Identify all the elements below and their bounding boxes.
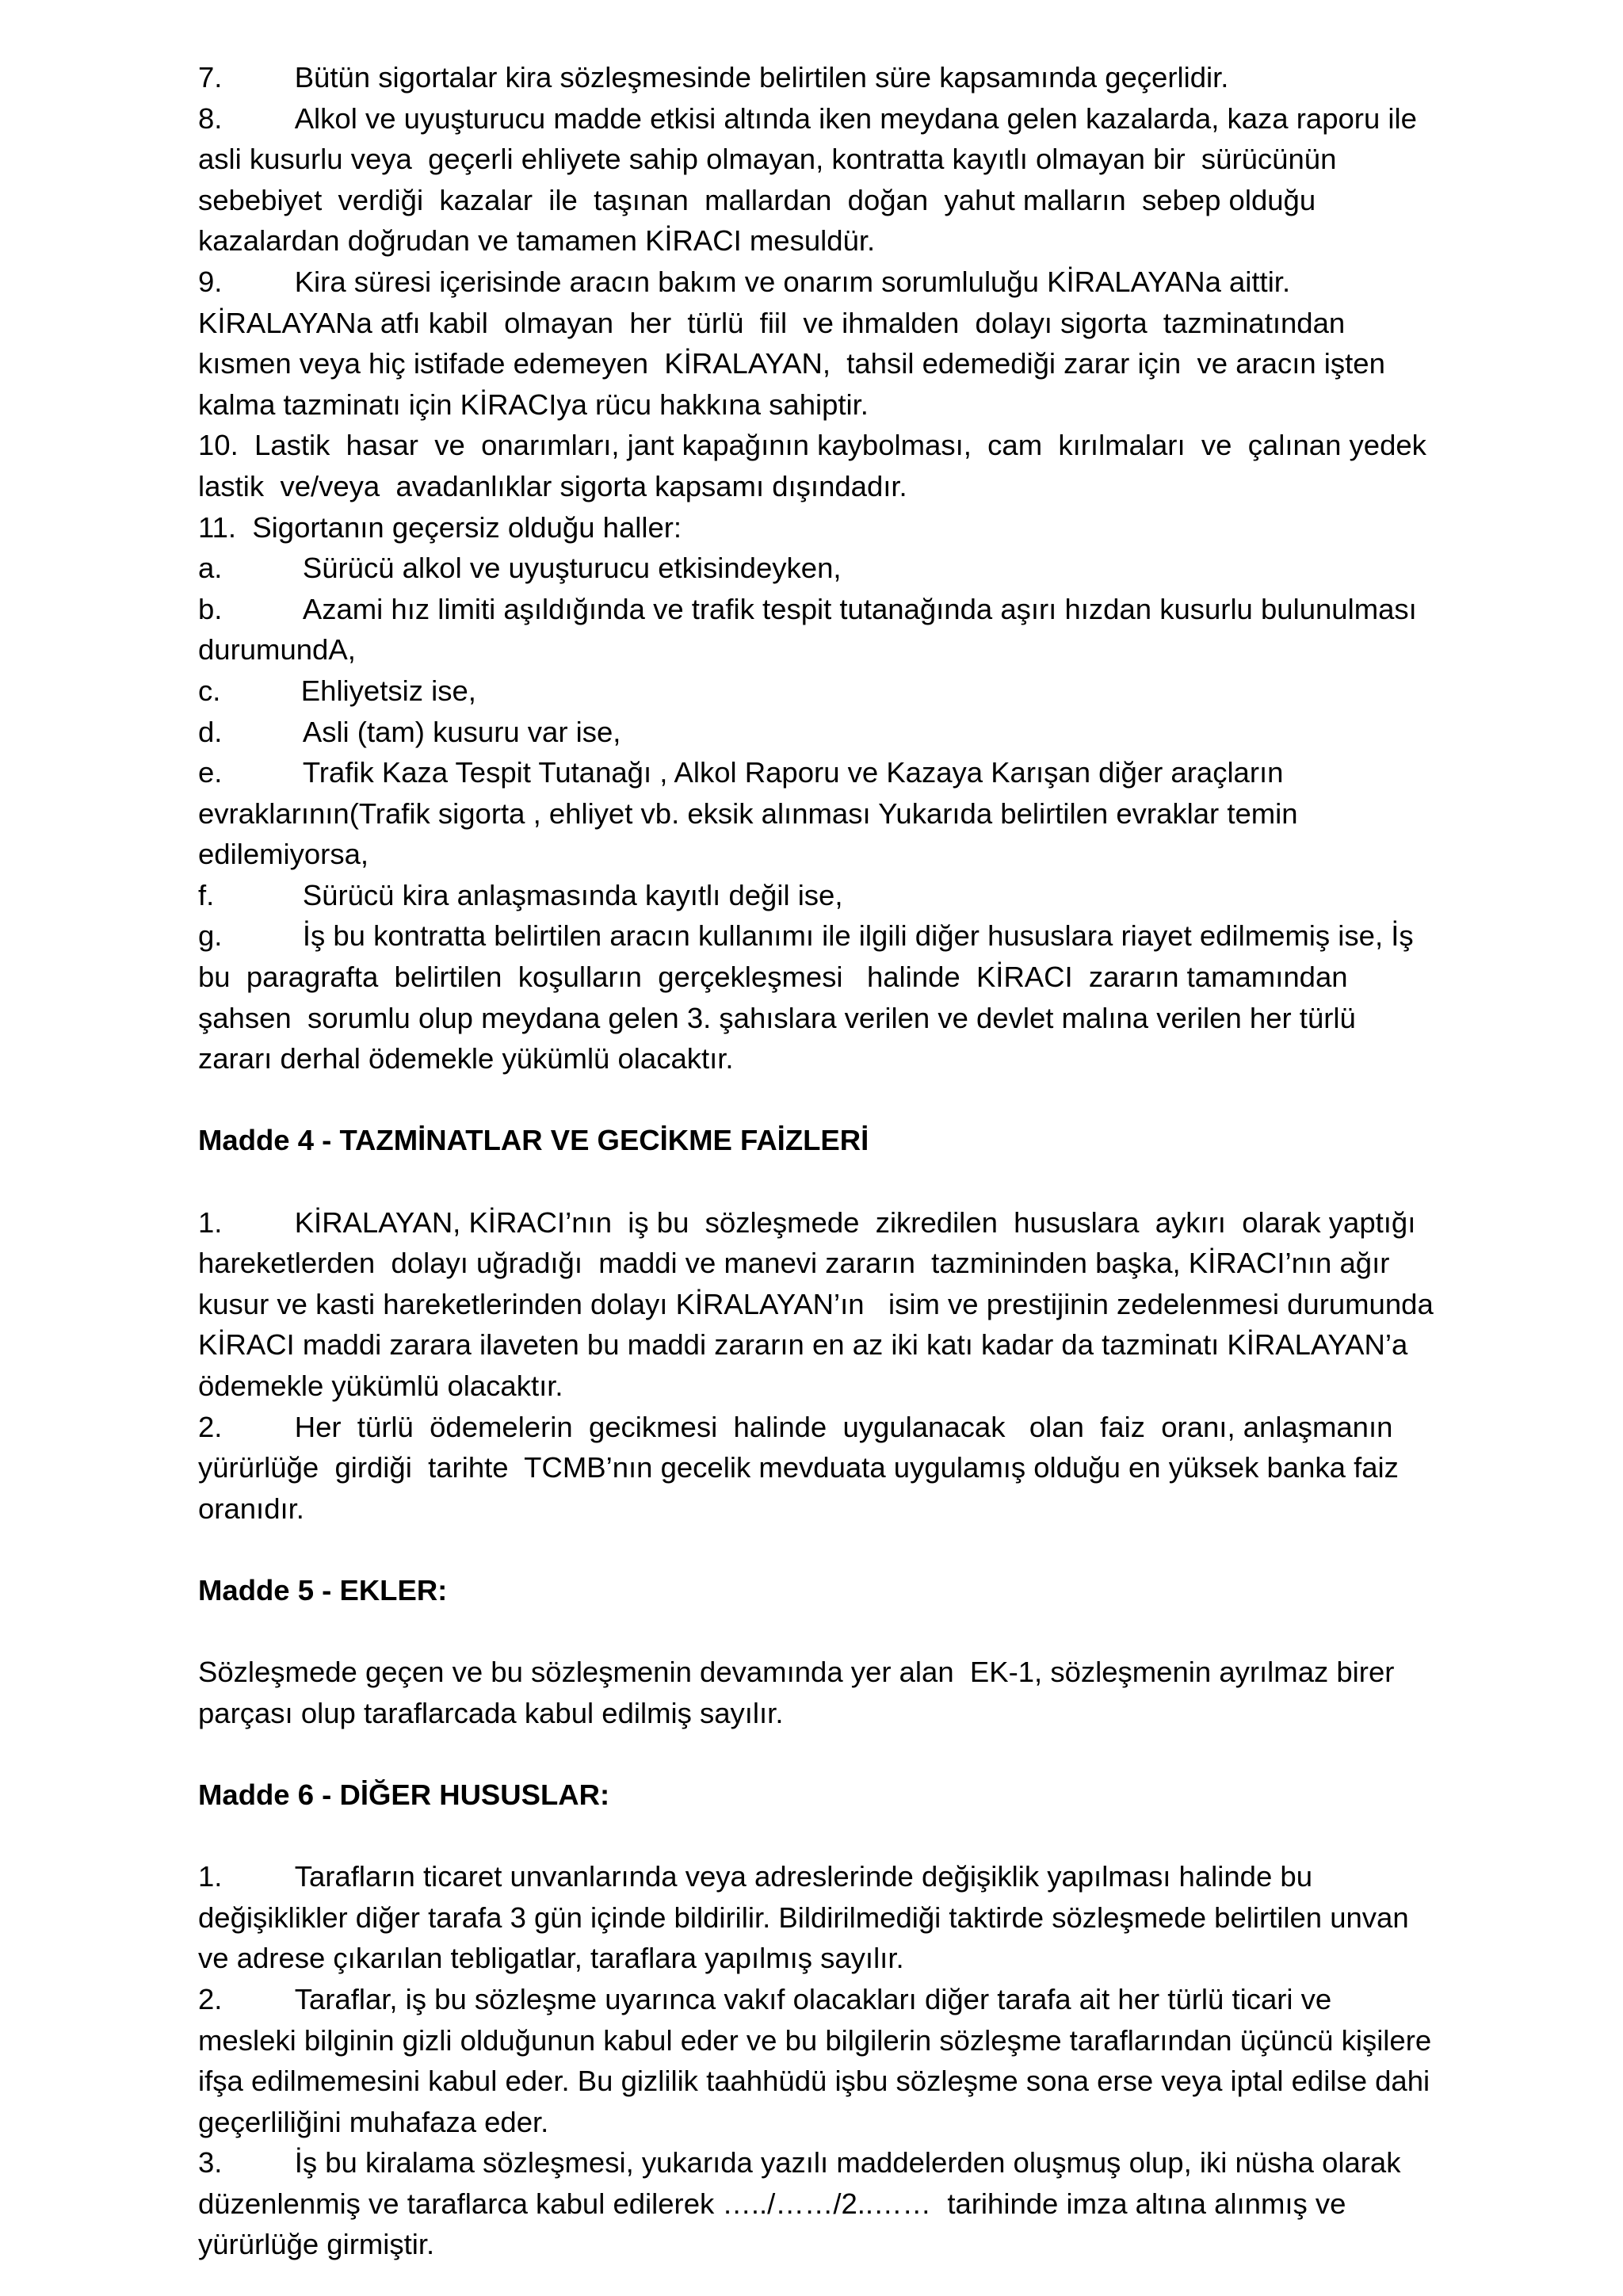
spacer [198, 1611, 1434, 1652]
madde-4-clause-2: 2. Her türlü ödemelerin gecikmesi halinde uygulanacak olan faiz oranı, anlaşmanın yürürlüğe girdiği tarihte TCMB’nın gecelik mevduata uygulamış olduğu en yüksek banka faiz oranıdır. [198, 1410, 1409, 1525]
spacer [198, 1161, 1434, 1202]
clause-11-item-f: f. Sürücü kira anlaşmasında kayıtlı değil ise, [198, 878, 843, 911]
section-heading-madde-4: Madde 4 - TAZMİNATLAR VE GECİKME FAİZLERİ [198, 1124, 869, 1157]
clause-8: 8. Alkol ve uyuşturucu madde etkisi altında iken meydana gelen kazalarda, kaza raporu ile asli kusurlu veya geçerli ehliyete sahip olmayan, kontratta kayıtlı olmayan bir sürücünün sebebiyet verdiği kazalar ile taşınan mallardan doğan yahut malların sebep olduğu kazalardan doğrudan ve tamamen KİRACI mesuldür. [198, 101, 1426, 258]
clause-11-item-b: b. Azami hız limiti aşıldığında ve trafik tespit tutanağında aşırı hızdan kusurlu bulunulması durumundA, [198, 592, 1425, 667]
clause-11-item-d: d. Asli (tam) kusuru var ise, [198, 715, 621, 748]
clause-11-item-e: e. Trafik Kaza Tespit Tutanağı , Alkol Raporu ve Kazaya Karışan diğer araçların evraklarının(Trafik sigorta , ehliyet vb. eksik alınması Yukarıda belirtilen evraklar temin edilemiyorsa, [198, 756, 1306, 871]
clause-11: 11. Sigortanın geçersiz olduğu haller: [198, 510, 682, 544]
madde-6-clause-2: 2. Taraflar, iş bu sözleşme uyarınca vakıf olacakları diğer tarafa ait her türlü ticari ve mesleki bilginin gizli olduğunun kabul eder ve bu bilgilerin sözleşme taraflarından üçüncü kişilere ifşa edilmemesini kabul eder. Bu gizlilik taahhüdü işbu sözleşme sona erse veya iptal edilse dahi geçerliliğini muhafaza eder. [198, 1982, 1440, 2138]
spacer [198, 1079, 1434, 1121]
document-page [198, 57, 1443, 2265]
clause-10: 10. Lastik hasar ve onarımları, jant kapağının kaybolması, cam kırılmaları ve çalınan yedek lastik ve/veya avadanlıklar sigorta kapsamı dışındadır. [198, 429, 1443, 502]
section-heading-madde-6: Madde 6 - DİĞER HUSUSLAR: [198, 1778, 610, 1811]
clause-11-item-c: c. Ehliyetsiz ise, [198, 674, 476, 707]
clause-11-item-a: a. Sürücü alkol ve uyuşturucu etkisindeyken, [198, 552, 842, 585]
spacer [198, 1733, 1434, 1775]
madde-4-clause-1: 1. KİRALAYAN, KİRACI’nın iş bu sözleşmede zikredilen hususlara aykırı olarak yaptığı hareketlerden dolayı uğradığı maddi ve manevi zararın tazmininden başka, KİRACI’nın ağır kusur ve kasti hareketlerinden dolayı KİRALAYAN’ın isim ve prestijinin zedelenmesi durumunda KİRACI maddi zarara ilaveten bu maddi zararın en az iki katı kadar da tazminatı KİRALAYAN’a ödemekle yükümlü olacaktır. [198, 1205, 1442, 1402]
spacer [198, 1816, 1434, 1857]
madde-6-clause-1: 1. Tarafların ticaret unvanlarında veya adreslerinde değişiklik yapılması halinde bu değişiklikler diğer tarafa 3 gün içinde bildirilir. Bildirilmediği taktirde sözleşmede belirtilen unvan ve adrese çıkarılan tebligatlar, taraflara yapılmış sayılır. [198, 1860, 1417, 1975]
clause-9: 9. Kira süresi içerisinde aracın bakım ve onarım sorumluluğu KİRALAYANa aittir. KİRALAYANa atfı kabil olmayan her türlü fiil ve ihmalden dolayı sigorta tazminatından kısmen veya hiç istifade edemeyen KİRALAYAN, tahsil edemediği zarar için ve aracın işten kalma tazminatı için KİRACIya rücu hakkına sahiptir. [198, 265, 1394, 421]
clause-7: 7. Bütün sigortalar kira sözleşmesinde belirtilen süre kapsamında geçerlidir. [198, 61, 1229, 94]
madde-5-paragraph: Sözleşmede geçen ve bu sözleşmenin devamında yer alan EK-1, sözleşmenin ayrılmaz birer parçası olup taraflarcada kabul edilmiş sayılır. [198, 1656, 1403, 1729]
section-heading-madde-5: Madde 5 - EKLER: [198, 1573, 448, 1606]
spacer [198, 1529, 1434, 1570]
madde-6-clause-3: 3. İş bu kiralama sözleşmesi, yukarıda yazılı maddelerden oluşmuş olup, iki nüsha olarak düzenlenmiş ve taraflarca kabul edilerek …../……/2..…… tarihinde imza altına alınmış ve yürürlüğe girmiştir. [198, 2146, 1409, 2261]
clause-11-item-g: g. İş bu kontratta belirtilen aracın kullanımı ile ilgili diğer hususlara riayet edilmemiş ise, İş bu paragrafta belirtilen koşulların gerçekleşmesi halinde KİRACI zararın tamamından şahsen sorumlu olup meydana gelen 3. şahıslara verilen ve devlet malına verilen her türlü zararı derhal ödemekle yükümlü olacaktır. [198, 919, 1422, 1075]
